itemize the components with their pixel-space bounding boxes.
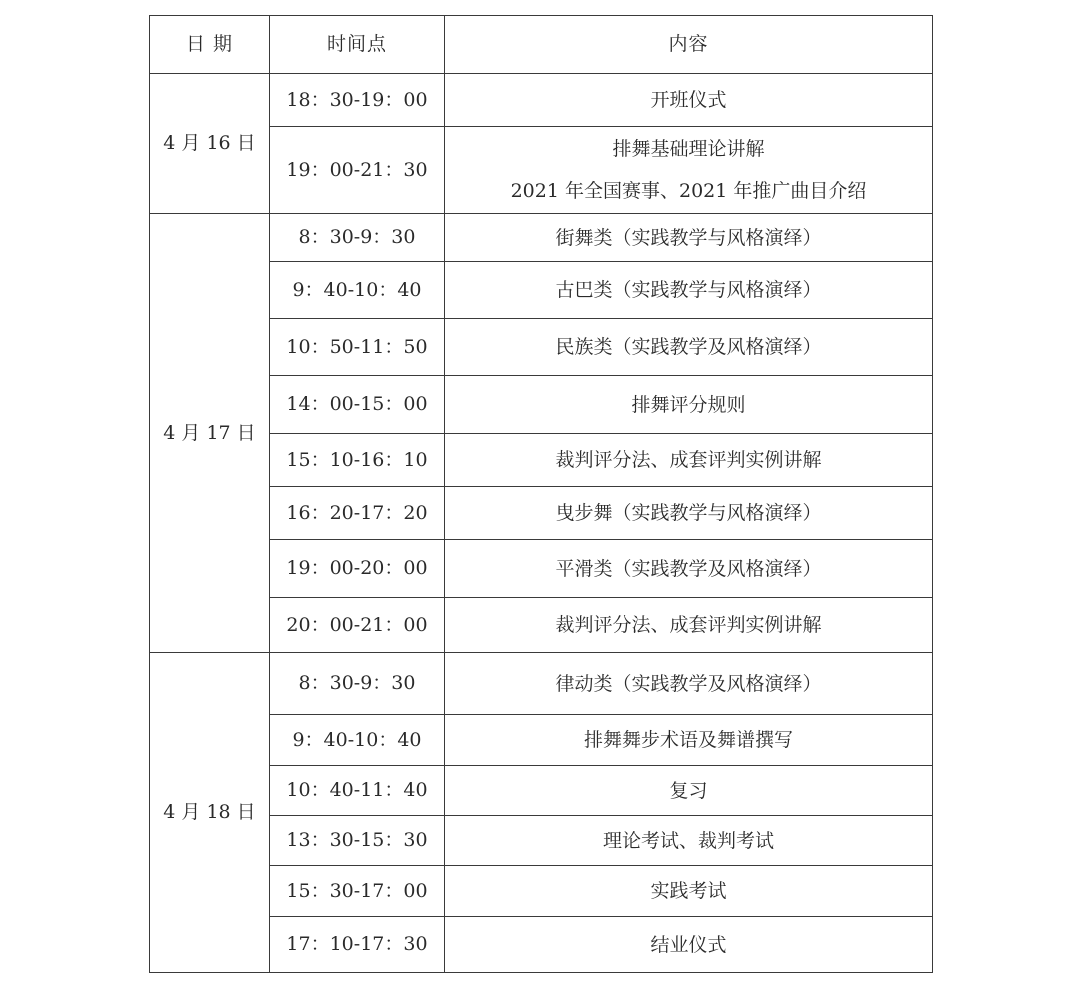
content-line: 曳步舞（实践教学与风格演绎） xyxy=(555,502,822,524)
content-line: 民族类（实践教学及风格演绎） xyxy=(555,336,822,358)
content-cell xyxy=(445,540,933,598)
content-cell xyxy=(445,816,933,866)
time-cell: 14：00-15：00 xyxy=(270,376,445,434)
content-line: 复习 xyxy=(669,779,708,802)
content-line: 街舞类（实践教学与风格演绎） xyxy=(555,226,822,249)
content-cell xyxy=(445,866,933,917)
content-cell xyxy=(445,917,933,973)
date-cell: 4 月 18 日 xyxy=(150,653,270,973)
content-line: 排舞基础理论讲解 xyxy=(612,138,765,160)
content-cell xyxy=(445,376,933,434)
table-row xyxy=(150,653,933,715)
content-cell xyxy=(445,598,933,653)
time-cell: 13：30-15：30 xyxy=(270,816,445,866)
content-cell xyxy=(445,262,933,319)
content-line: 古巴类（实践教学与风格演绎） xyxy=(555,279,822,301)
content-line: 裁判评分法、成套评判实例讲解 xyxy=(555,614,822,636)
content-line: 裁判评分法、成套评判实例讲解 xyxy=(555,449,822,471)
content-line: 理论考试、裁判考试 xyxy=(602,829,774,852)
time-cell: 10：40-11：40 xyxy=(270,766,445,816)
content-line: 排舞评分规则 xyxy=(631,393,746,416)
header-content: 内容 xyxy=(445,16,933,74)
table-row xyxy=(150,214,933,262)
time-cell: 20：00-21：00 xyxy=(270,598,445,653)
time-cell: 10：50-11：50 xyxy=(270,319,445,376)
time-cell: 8：30-9：30 xyxy=(270,653,445,715)
content-cell xyxy=(445,319,933,376)
time-cell: 8：30-9：30 xyxy=(270,214,445,262)
time-cell: 17：10-17：30 xyxy=(270,917,445,973)
time-cell: 9：40-10：40 xyxy=(270,262,445,319)
time-cell: 19：00-20：00 xyxy=(270,540,445,598)
time-cell: 18：30-19：00 xyxy=(270,74,445,127)
content-line: 平滑类（实践教学及风格演绎） xyxy=(555,557,822,580)
content-line: 2021 年全国赛事、2021 年推广曲目介绍 xyxy=(510,180,867,202)
date-cell: 4 月 16 日 xyxy=(150,74,270,214)
schedule-table xyxy=(149,15,933,973)
time-cell: 16：20-17：20 xyxy=(270,487,445,540)
content-line: 排舞舞步术语及舞谱撰写 xyxy=(583,729,793,751)
header-row xyxy=(150,16,933,74)
content-cell xyxy=(445,653,933,715)
time-cell: 15：10-16：10 xyxy=(270,434,445,487)
content-line: 律动类（实践教学及风格演绎） xyxy=(555,672,822,695)
content-cell xyxy=(445,214,933,262)
content-line: 实践考试 xyxy=(650,880,727,902)
time-cell: 19：00-21：30 xyxy=(270,127,445,214)
time-cell: 9：40-10：40 xyxy=(270,715,445,766)
schedule-body xyxy=(150,74,933,973)
content-cell xyxy=(445,766,933,816)
content-line: 开班仪式 xyxy=(650,89,727,111)
content-cell xyxy=(445,715,933,766)
table-row xyxy=(150,74,933,127)
content-cell xyxy=(445,487,933,540)
content-line: 结业仪式 xyxy=(650,933,727,956)
header-date: 日 期 xyxy=(150,16,270,74)
header-time: 时间点 xyxy=(270,16,445,74)
content-cell xyxy=(445,74,933,127)
content-cell xyxy=(445,434,933,487)
date-cell: 4 月 17 日 xyxy=(150,214,270,653)
content-cell xyxy=(445,127,933,214)
time-cell: 15：30-17：00 xyxy=(270,866,445,917)
